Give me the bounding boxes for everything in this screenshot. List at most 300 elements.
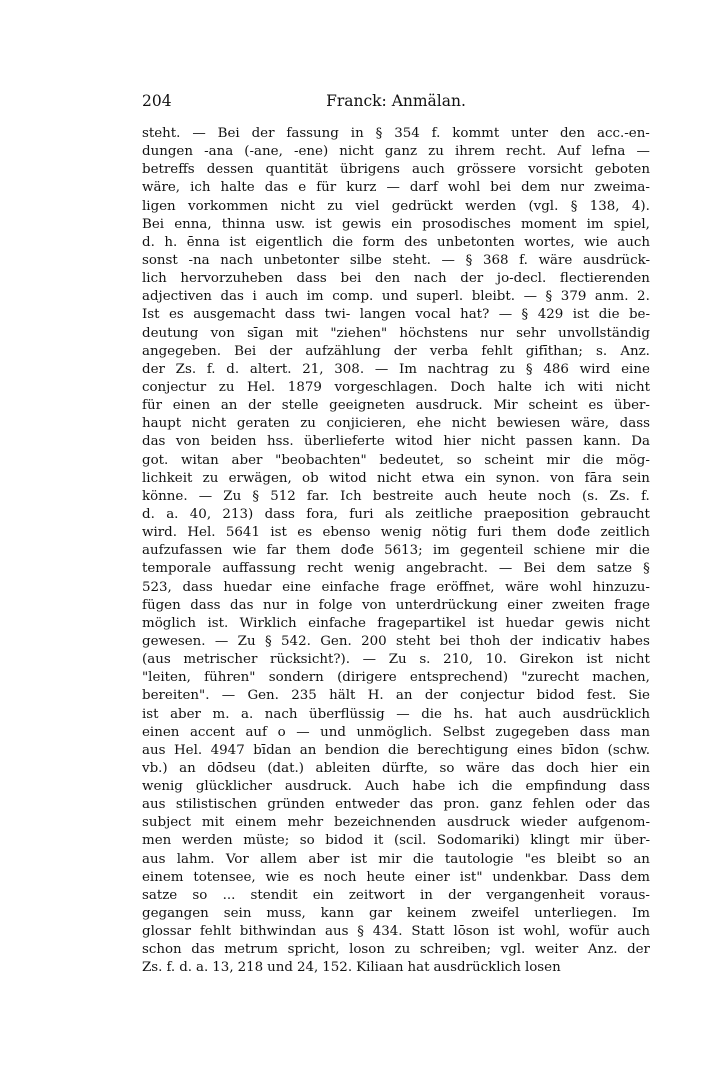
- word: müste;: [243, 833, 290, 849]
- word: mit: [201, 815, 225, 831]
- word: zeitwort: [348, 887, 405, 903]
- word: ēnna: [186, 234, 220, 250]
- word: zu: [218, 379, 235, 395]
- word: nicht: [339, 144, 374, 160]
- word: das: [626, 797, 650, 813]
- word: fassung: [286, 126, 339, 141]
- word: führen": [204, 670, 256, 686]
- word: in: [350, 126, 364, 141]
- word: überflüssig: [309, 706, 385, 722]
- word: far: [266, 543, 286, 559]
- word: die: [598, 307, 620, 323]
- word: —: [221, 688, 236, 704]
- word: 13,: [212, 960, 234, 976]
- word: thoh: [469, 633, 501, 649]
- word: die: [332, 234, 354, 250]
- word: ausgemacht: [193, 307, 276, 323]
- word: es: [299, 869, 314, 885]
- word: i: [252, 289, 257, 305]
- word: mir: [580, 833, 604, 849]
- word: werden: [465, 198, 517, 214]
- word: satze: [596, 561, 633, 577]
- word: —: [523, 289, 537, 305]
- text-line: [142, 560, 650, 578]
- word: an: [395, 688, 413, 704]
- word: dođe: [340, 543, 374, 559]
- word: mir: [378, 851, 402, 867]
- word: betreffs: [142, 162, 195, 178]
- word: wäre,: [142, 180, 181, 196]
- word: geraten: [236, 416, 290, 432]
- word: hier: [443, 434, 471, 450]
- word: zu: [300, 416, 316, 432]
- word: ganz: [489, 797, 523, 813]
- word: 4).: [631, 198, 650, 214]
- text-line: [142, 161, 650, 179]
- word: wofür: [568, 924, 609, 940]
- word: so: [439, 760, 455, 776]
- word: ausdrücklich: [562, 706, 650, 722]
- text-line: [142, 252, 650, 270]
- text-line: [142, 959, 650, 977]
- word: frage: [614, 597, 650, 613]
- word: fāra: [584, 470, 612, 486]
- word: bezeichnenden: [333, 815, 437, 831]
- word: dass: [579, 724, 611, 740]
- word: haupt: [142, 416, 182, 432]
- word: auch: [617, 924, 650, 940]
- word: dem: [521, 180, 551, 196]
- word: -na: [188, 252, 210, 268]
- word: der: [424, 688, 448, 704]
- word: langen: [359, 307, 406, 323]
- word: —: [214, 633, 229, 649]
- word: §: [375, 126, 383, 141]
- word: lichkeit: [142, 470, 193, 486]
- word: —: [386, 180, 400, 196]
- word: Dass: [578, 869, 611, 885]
- word: —: [198, 488, 213, 504]
- word: Zs.: [175, 361, 197, 377]
- word: an: [633, 851, 650, 867]
- text-line: [142, 433, 650, 451]
- word: so: [607, 851, 623, 867]
- word: 210,: [443, 652, 473, 668]
- word: aus: [142, 742, 166, 758]
- word: pron.: [443, 797, 480, 813]
- word: —: [362, 652, 377, 668]
- word: kurz: [346, 180, 377, 196]
- word: einen: [142, 724, 180, 740]
- word: habe: [412, 779, 446, 795]
- text-line: [142, 724, 650, 742]
- word: Bei: [234, 343, 257, 359]
- word: ein: [464, 470, 486, 486]
- word: witan: [181, 452, 219, 468]
- word: man: [620, 724, 650, 740]
- text-line: [142, 306, 650, 324]
- word: ein: [391, 216, 413, 232]
- word: gegenteil: [459, 543, 524, 559]
- word: auf: [245, 724, 268, 740]
- word: quantität: [265, 162, 328, 178]
- word: wird: [579, 361, 611, 377]
- word: H.: [367, 688, 384, 704]
- word: vb.): [142, 760, 168, 776]
- word: scheint: [528, 398, 578, 414]
- word: spricht,: [287, 942, 340, 958]
- word: ist: [229, 234, 246, 250]
- word: ihrem: [454, 144, 495, 160]
- word: be-: [628, 307, 650, 323]
- word: dass: [619, 779, 650, 795]
- word: f.: [641, 488, 650, 504]
- word: eine: [282, 579, 311, 595]
- word: recht.: [506, 144, 547, 160]
- word: mehr: [287, 815, 324, 831]
- word: aufzufassen: [142, 543, 223, 559]
- word: dürfte,: [381, 760, 429, 776]
- word: ist: [270, 525, 287, 541]
- word: f.: [206, 361, 216, 377]
- word: ...: [222, 887, 236, 903]
- word: wenig: [380, 525, 422, 541]
- word: (dirigere: [337, 670, 397, 686]
- word: gebraucht: [580, 506, 650, 522]
- word: Zu: [388, 652, 407, 668]
- word: got.: [142, 452, 169, 468]
- word: bei: [340, 271, 362, 287]
- word: spiel,: [613, 216, 650, 232]
- word: werden: [181, 833, 233, 849]
- word: enna,: [174, 216, 212, 232]
- word: 5641: [225, 525, 260, 541]
- word: accent: [189, 724, 235, 740]
- word: etwa: [421, 470, 455, 486]
- word: d.: [142, 234, 155, 250]
- word: zu: [394, 942, 411, 958]
- word: 379: [560, 289, 587, 305]
- word: altert.: [249, 361, 292, 377]
- word: halte: [497, 379, 532, 395]
- word: ist: [315, 216, 332, 232]
- word: them: [511, 525, 547, 541]
- word: Girekon: [519, 652, 574, 668]
- word: ligen: [142, 198, 176, 214]
- word: an: [179, 760, 196, 776]
- word: der: [251, 126, 275, 141]
- word: aus: [142, 851, 166, 867]
- word: bendion: [324, 742, 380, 758]
- text-line: [142, 796, 650, 814]
- word: witi: [577, 379, 603, 395]
- word: und: [267, 960, 293, 976]
- word: gewis: [564, 615, 605, 631]
- text-line: [142, 125, 650, 143]
- word: scheint: [484, 452, 534, 468]
- word: beiden: [210, 434, 257, 450]
- word: form: [362, 234, 395, 250]
- word: Statt: [411, 924, 445, 940]
- text-line: [142, 687, 650, 705]
- word: fragepartikel: [377, 615, 467, 631]
- word: lōson: [453, 924, 490, 940]
- word: von: [550, 470, 575, 486]
- text-line: [142, 851, 650, 869]
- word: die: [388, 742, 409, 758]
- word: 368: [482, 252, 509, 268]
- word: 21,: [302, 361, 324, 377]
- word: (aus: [142, 652, 171, 668]
- word: zu: [499, 361, 516, 377]
- text-line: [142, 506, 650, 524]
- word: unbetonten: [437, 234, 515, 250]
- word: erwägen,: [228, 470, 292, 486]
- word: acc.-en-: [597, 126, 650, 141]
- text-line: [142, 814, 650, 832]
- word: schiene: [533, 543, 586, 559]
- word: in: [420, 887, 433, 903]
- word: tautologie: [444, 851, 514, 867]
- word: Mir: [493, 398, 518, 414]
- word: wohl: [447, 180, 481, 196]
- word: eigentlich: [255, 234, 323, 250]
- word: sondern: [268, 670, 324, 686]
- word: §: [465, 252, 473, 268]
- word: conjectur: [142, 379, 207, 395]
- word: kommt: [452, 126, 500, 141]
- word: §: [525, 361, 533, 377]
- word: bei: [490, 180, 512, 196]
- word: zweiten: [551, 597, 605, 613]
- word: ist: [142, 706, 159, 722]
- word: wie: [265, 869, 290, 885]
- text-line: [142, 179, 650, 197]
- word: nur: [263, 597, 287, 613]
- word: Auf: [557, 144, 581, 160]
- word: ist.: [207, 615, 229, 631]
- word: grössere: [456, 162, 516, 178]
- word: von: [175, 434, 201, 450]
- word: passen: [525, 434, 573, 450]
- word: folge: [318, 597, 353, 613]
- word: —: [296, 724, 310, 740]
- text-line: [142, 669, 650, 687]
- word: bidod: [536, 688, 575, 704]
- word: ausdruck: [447, 815, 510, 831]
- word: wenig: [354, 561, 395, 577]
- word: nur: [560, 180, 584, 196]
- word: jo-decl.: [496, 271, 547, 287]
- text-line: [142, 379, 650, 397]
- word: weiter: [534, 942, 579, 958]
- word: bereiten".: [142, 688, 210, 704]
- word: (scil.: [393, 833, 427, 849]
- word: aus: [142, 797, 166, 813]
- word: ist: [572, 307, 590, 323]
- word: nach: [264, 706, 298, 722]
- word: wie: [232, 543, 257, 559]
- word: keinem: [406, 906, 457, 922]
- word: Zs.: [142, 960, 163, 976]
- word: vocal: [415, 307, 451, 323]
- word: ausdrück-: [583, 252, 650, 268]
- word: wohl,: [523, 924, 561, 940]
- word: f.: [431, 126, 441, 141]
- word: prosodisches: [422, 216, 511, 232]
- word: 512: [270, 488, 296, 504]
- word: eines: [516, 742, 553, 758]
- text-line: [142, 397, 650, 415]
- text-line: [142, 706, 650, 724]
- word: das: [230, 597, 254, 613]
- word: vorsicht: [528, 162, 583, 178]
- word: §: [521, 307, 529, 323]
- word: metrischer: [183, 652, 258, 668]
- word: d.: [142, 506, 155, 522]
- word: totensee,: [193, 869, 256, 885]
- word: Selbst: [442, 724, 485, 740]
- word: geeigneten: [329, 398, 405, 414]
- word: gewis: [341, 216, 382, 232]
- word: Hel.: [173, 742, 203, 758]
- word: einer: [507, 597, 543, 613]
- word: temporale: [142, 561, 212, 577]
- word: ein: [312, 887, 334, 903]
- word: einfache: [321, 579, 380, 595]
- word: 434.: [372, 924, 403, 940]
- word: hat?: [460, 307, 490, 323]
- running-head: Franck: Anmälan.: [326, 92, 466, 110]
- word: auch: [617, 234, 650, 250]
- word: "leiten,: [142, 670, 191, 686]
- word: hs.: [453, 706, 474, 722]
- text-line: [142, 923, 650, 941]
- word: der: [460, 271, 484, 287]
- word: wäre: [538, 252, 573, 268]
- word: kann.: [583, 434, 621, 450]
- word: bīdon: [560, 742, 600, 758]
- word: einem: [142, 869, 184, 885]
- word: fest.: [586, 688, 617, 704]
- word: für: [142, 398, 162, 414]
- word: 542.: [281, 633, 311, 649]
- word: Bei: [217, 126, 240, 141]
- word: -ene): [293, 144, 329, 160]
- word: muss,: [266, 906, 306, 922]
- word: allem: [259, 851, 298, 867]
- word: so: [456, 452, 472, 468]
- word: das: [511, 760, 535, 776]
- word: nicht: [615, 379, 650, 395]
- word: und: [320, 724, 346, 740]
- word: das: [142, 434, 166, 450]
- word: "es: [524, 851, 546, 867]
- word: einem: [235, 815, 277, 831]
- word: (s.: [582, 488, 599, 504]
- word: adjectiven: [142, 289, 212, 305]
- word: nach: [220, 252, 253, 268]
- word: wäre: [505, 579, 539, 595]
- word: voraus-: [599, 887, 650, 903]
- word: 5613;: [384, 543, 423, 559]
- word: der: [142, 361, 165, 377]
- text-line: [142, 288, 650, 306]
- word: bleibt.: [471, 289, 516, 305]
- word: das: [220, 289, 244, 305]
- word: 1879: [287, 379, 322, 395]
- text-line: [142, 488, 650, 506]
- word: angegeben.: [142, 343, 221, 359]
- word: thinna: [221, 216, 266, 232]
- word: ein: [629, 760, 650, 776]
- word: so: [192, 887, 208, 903]
- word: der: [393, 343, 417, 359]
- word: usw.: [275, 216, 306, 232]
- word: conjectur: [460, 688, 525, 704]
- word: nicht: [451, 416, 487, 432]
- word: —: [396, 706, 410, 722]
- word: —: [374, 361, 389, 377]
- word: doch: [546, 760, 579, 776]
- word: synon.: [495, 470, 540, 486]
- word: des: [404, 234, 428, 250]
- word: dođe: [557, 525, 591, 541]
- word: gegangen: [142, 906, 209, 922]
- word: Doch: [450, 379, 486, 395]
- word: die: [421, 706, 442, 722]
- word: ableiten: [315, 760, 371, 776]
- word: §: [264, 633, 272, 649]
- word: die: [629, 543, 650, 559]
- word: mir: [546, 452, 570, 468]
- word: Bei: [523, 561, 546, 577]
- word: ist": [459, 869, 483, 885]
- word: die: [412, 851, 434, 867]
- word: s.: [596, 343, 608, 359]
- word: vergangenheit: [486, 887, 585, 903]
- word: glossar: [142, 924, 192, 940]
- body-text: [142, 125, 650, 978]
- text-line: [142, 325, 650, 343]
- word: auch: [412, 162, 445, 178]
- word: mir: [595, 543, 619, 559]
- word: rücksicht?).: [270, 652, 351, 668]
- word: 24,: [296, 960, 319, 976]
- text-line: [142, 778, 650, 796]
- word: dass: [264, 506, 295, 522]
- word: der: [269, 343, 293, 359]
- word: für: [316, 180, 337, 196]
- word: noch: [538, 488, 571, 504]
- word: stelle: [281, 398, 319, 414]
- word: mög-: [616, 452, 650, 468]
- word: es: [297, 525, 313, 541]
- text-line: [142, 832, 650, 850]
- word: §: [643, 561, 650, 577]
- word: zeitlich: [600, 525, 650, 541]
- word: hält: [329, 688, 356, 704]
- word: ob: [302, 470, 319, 486]
- word: schreiben;: [419, 942, 492, 958]
- word: den: [375, 271, 401, 287]
- word: loson: [349, 942, 385, 958]
- word: them: [295, 543, 331, 559]
- word: Gen.: [320, 633, 352, 649]
- text-line: [142, 887, 650, 905]
- word: (-ane,: [244, 144, 283, 160]
- word: ich: [190, 180, 211, 196]
